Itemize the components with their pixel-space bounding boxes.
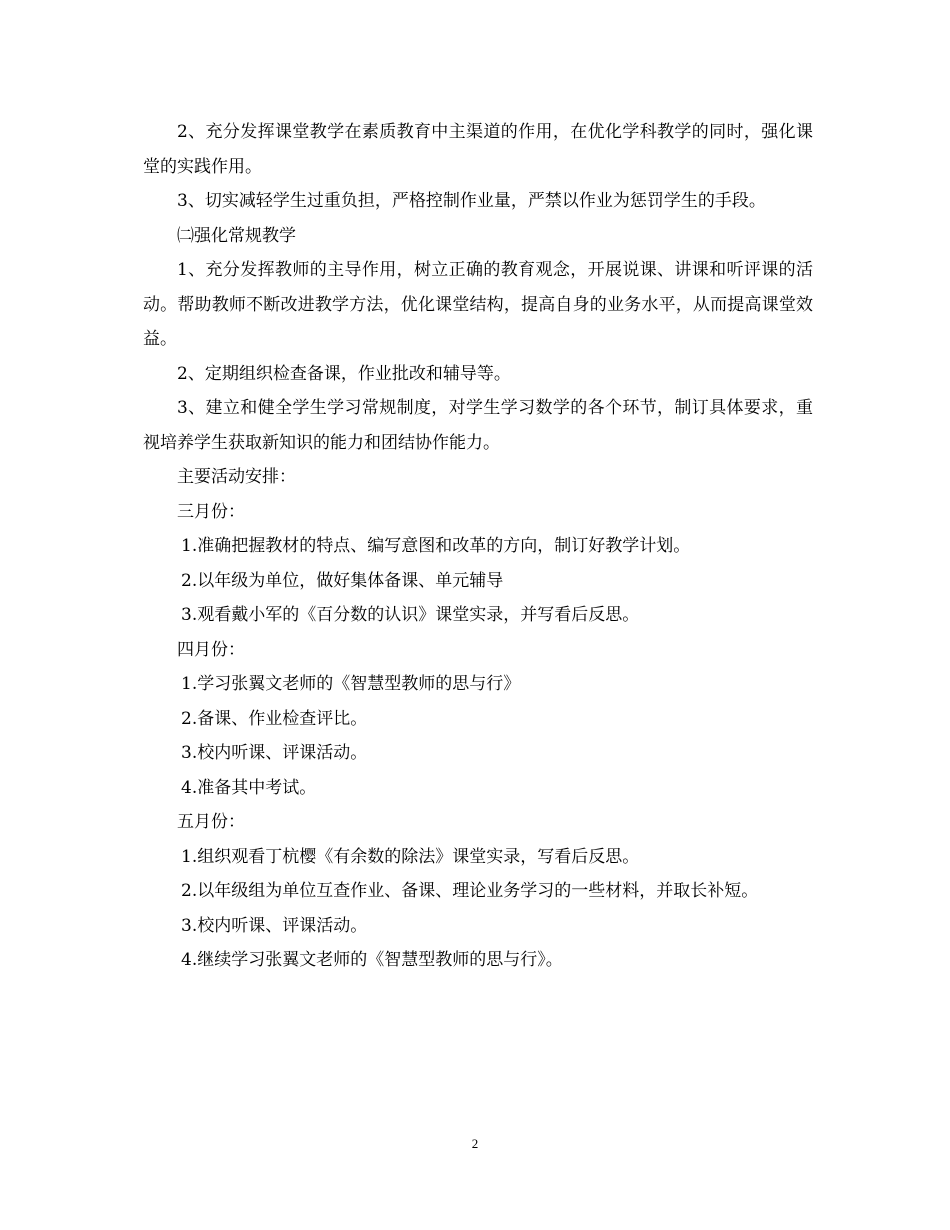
activities-heading: 主要活动安排： bbox=[177, 467, 296, 487]
list-item: 1.学习张翼文老师的《智慧型教师的思与行》 bbox=[181, 674, 521, 694]
paragraph-5: 3、建立和健全学生学习常规制度，对学生学习数学的各个环节，制订具体要求，重视培养学生获取新知识的能力和团结协作能力。 bbox=[143, 398, 813, 453]
paragraph-1: 2、充分发挥课堂教学在素质教育中主渠道的作用，在优化学科教学的同时，强化课堂的实践作用。 bbox=[143, 122, 813, 177]
list-item: 3.校内听课、评课活动。 bbox=[181, 743, 368, 763]
document-body bbox=[143, 115, 813, 978]
list-item: 3.校内听课、评课活动。 bbox=[181, 915, 368, 936]
list-item: 2.以年级组为单位互查作业、备课、理论业务学习的一些材料，并取长补短。 bbox=[181, 881, 759, 901]
list-item: 4.准备其中考试。 bbox=[181, 777, 317, 798]
list-item: 2.以年级为单位，做好集体备课、单元辅导 bbox=[181, 570, 504, 591]
month-heading-april: 四月份： bbox=[177, 639, 245, 660]
paragraph-2: 3、切实减轻学生过重负担，严格控制作业量，严禁以作业为惩罚学生的手段。 bbox=[177, 191, 766, 211]
list-item: 1.准确把握教材的特点、编写意图和改革的方向，制订好教学计划。 bbox=[181, 536, 691, 556]
section-heading: ㈡强化常规教学 bbox=[177, 225, 296, 246]
paragraph-3: 1、充分发挥教师的主导作用，树立正确的教育观念，开展说课、讲课和听评课的活动。帮助教师不断改进教学方法，优化课堂结构，提高自身的业务水平，从而提高课堂效益。 bbox=[143, 260, 813, 349]
paragraph-4: 2、定期组织检查备课，作业批改和辅导等。 bbox=[177, 363, 511, 384]
month-heading-march: 三月份： bbox=[177, 501, 245, 522]
list-item: 4.继续学习张翼文老师的《智慧型教师的思与行》。 bbox=[181, 950, 563, 970]
list-item: 1.组织观看丁杭樱《有余数的除法》课堂实录，写看后反思。 bbox=[181, 846, 640, 867]
page-number: 2 bbox=[471, 1136, 479, 1151]
list-item: 2.备课、作业检查评比。 bbox=[181, 708, 368, 729]
month-heading-may: 五月份： bbox=[177, 812, 245, 832]
list-item: 3.观看戴小军的《百分数的认识》课堂实录，并写看后反思。 bbox=[181, 605, 640, 625]
